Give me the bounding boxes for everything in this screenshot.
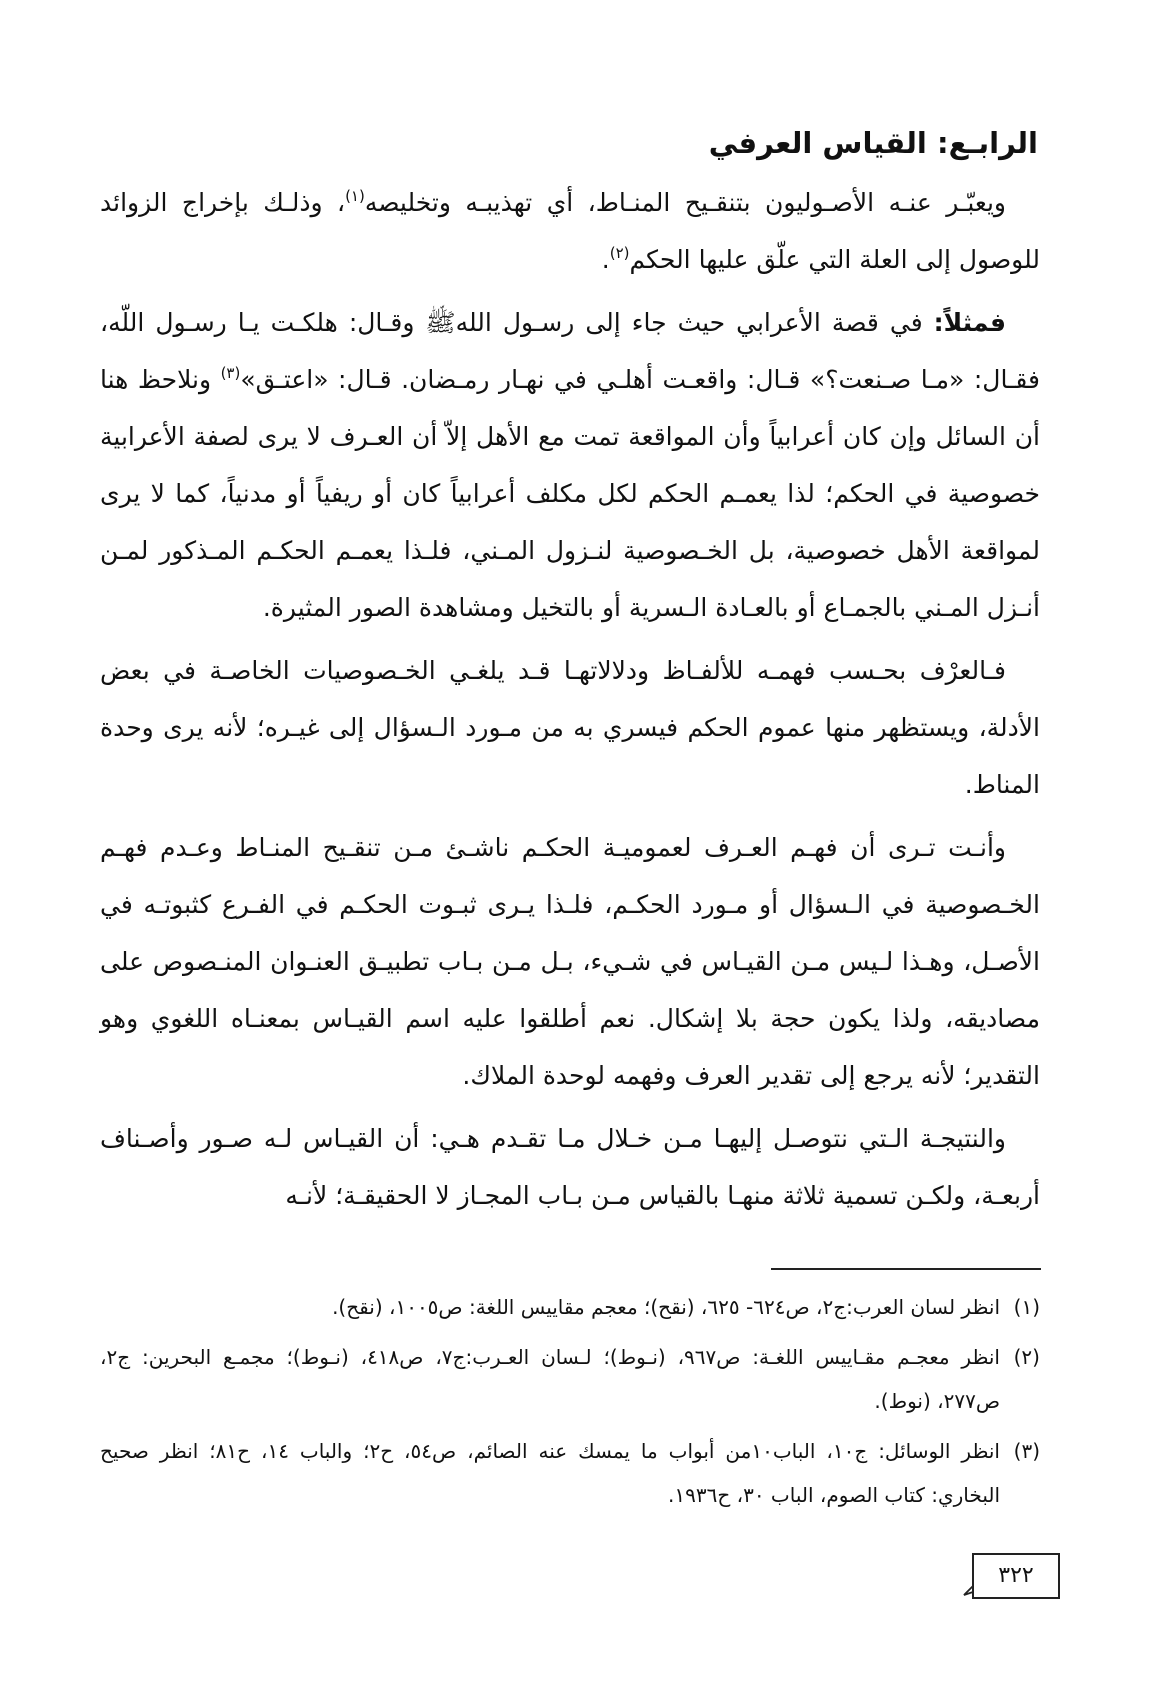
footnote-1-text: انظر لسان العرب:ج٢، ص٦٢٤- ٦٢٥، (نقح)؛ معجم مقاييس اللغة: ص١٠٠٥، (نقح). — [332, 1295, 1000, 1319]
footnote-divider — [771, 1268, 1041, 1270]
paragraph-2-text: في قصة الأعرابي حيث جاء إلى رسـول اللهﷺ وقـال: هلكـت يـا رسـول اللّه، فقـال: «مـا صـنعت؟» قـال: واقعـت أهلـي في نهـار رمـضان. قـال: «اعتـق» — [100, 308, 1041, 394]
footnote-ref-3[interactable]: (٣) — [220, 364, 241, 382]
paragraph-2-lead: فمثلاً: — [933, 308, 1006, 337]
footnote-3 — [100, 1429, 1040, 1517]
page-number: ٣٢٢ — [972, 1553, 1060, 1599]
footnote-2-text: انظر معجـم مقـاييس اللغـة: ص٩٦٧، (نـوط)؛ لـسان العـرب:ج٧، ص٤١٨، (نـوط)؛ مجمـع البحرين: ج٢، ص٢٧٧، (نوط). — [100, 1345, 1000, 1413]
footnote-2 — [100, 1335, 1040, 1423]
section-heading: الرابـع: القياس العرفي — [708, 126, 1038, 160]
paragraph-1 — [100, 174, 1040, 288]
paragraph-3: فـالعرْف بحـسب فهمـه للألفـاظ ودلالاتهـا قـد يلغـي الخـصوصيات الخاصـة في بعض الأدلة، ويستظهر منها عموم الحكم فيسري به من مـورد الـسؤال إلى غيـره؛ لأنه يرى وحدة المناط. — [100, 656, 1040, 799]
main-text — [100, 118, 1040, 1230]
footnote-ref-2[interactable]: (٢) — [609, 244, 630, 262]
paragraph-1-text: ويعبّـر عنـه الأصـوليون بتنقـيح المنـاط، أي تهذيبـه وتخليصه — [364, 188, 1006, 217]
footnote-2-number: (٢) — [1013, 1345, 1040, 1369]
paragraph-2 — [100, 294, 1040, 636]
paragraph-5: والنتيجـة الـتي نتوصـل إليهـا مـن خـلال مـا تقـدم هـي: أن القيـاس لـه صـور وأصـناف أربعـة، ولكـن تسمية ثلاثة منهـا بالقياس مـن بـاب المجـاز لا الحقيقـة؛ لأنـه — [100, 1124, 1040, 1210]
footnote-1 — [100, 1285, 1040, 1329]
footnote-3-text: انظر الوسائل: ج١٠، الباب١٠من أبواب ما يمسك عنه الصائم، ص٥٤، ح٢؛ والباب ١٤، ح٨١؛ انظر صحيح البخاري: كتاب الصوم، الباب ٣٠، ح١٩٣٦. — [100, 1439, 1000, 1507]
paragraph-1-end: . — [601, 245, 610, 274]
footnote-3-number: (٣) — [1013, 1439, 1040, 1463]
footnote-1-number: (١) — [1013, 1295, 1040, 1319]
footnote-ref-1[interactable]: (١) — [345, 187, 365, 205]
paragraph-2-tail: ونلاحظ هنا أن السائل وإن كان أعرابياً وأن المواقعة تمت مع الأهل إلاّ أن العـرف لا يرى لصفة الأعرابية خصوصية في الحكم؛ لذا يعمـم الحكم لكل مكلف أعرابياً كان أو ريفياً أو مدنياً، كما لا يرى لمواقعة الأهل خصوصية، بل الخـصوصية لنـزول المـني، فلـذا يعمـم الحكـم المـذكور لمـن أنـزل المـني بالجمـاع أو بالعـادة الـسرية أو بالتخيل ومشاهدة الصور المثيرة. — [100, 365, 1040, 622]
footnotes — [100, 1285, 1040, 1523]
paragraph-1-tail: ، وذلـك بإخراج الزوائد للوصول إلى العلة التي علّق عليها الحكم — [100, 188, 1040, 274]
paragraph-4: وأنـت تـرى أن فهـم العـرف لعموميـة الحكـم ناشـئ مـن تنقـيح المنـاط وعـدم فهـم الخـصوصية في الـسؤال أو مـورد الحكـم، فلـذا يـرى ثبـوت الحكـم في الفـرع كثبوتـه في الأصـل، وهـذا لـيس مـن القيـاس في شـيء، بـل مـن بـاب تطبيـق العنـوان المنـصوص على مصاديقه، ولذا يكون حجة بلا إشكال. نعم أطلقوا عليه اسم القيـاس بمعنـاه اللغوي وهو التقدير؛ لأنه يرجع إلى تقدير العرف وفهمه لوحدة الملاك. — [100, 833, 1040, 1090]
